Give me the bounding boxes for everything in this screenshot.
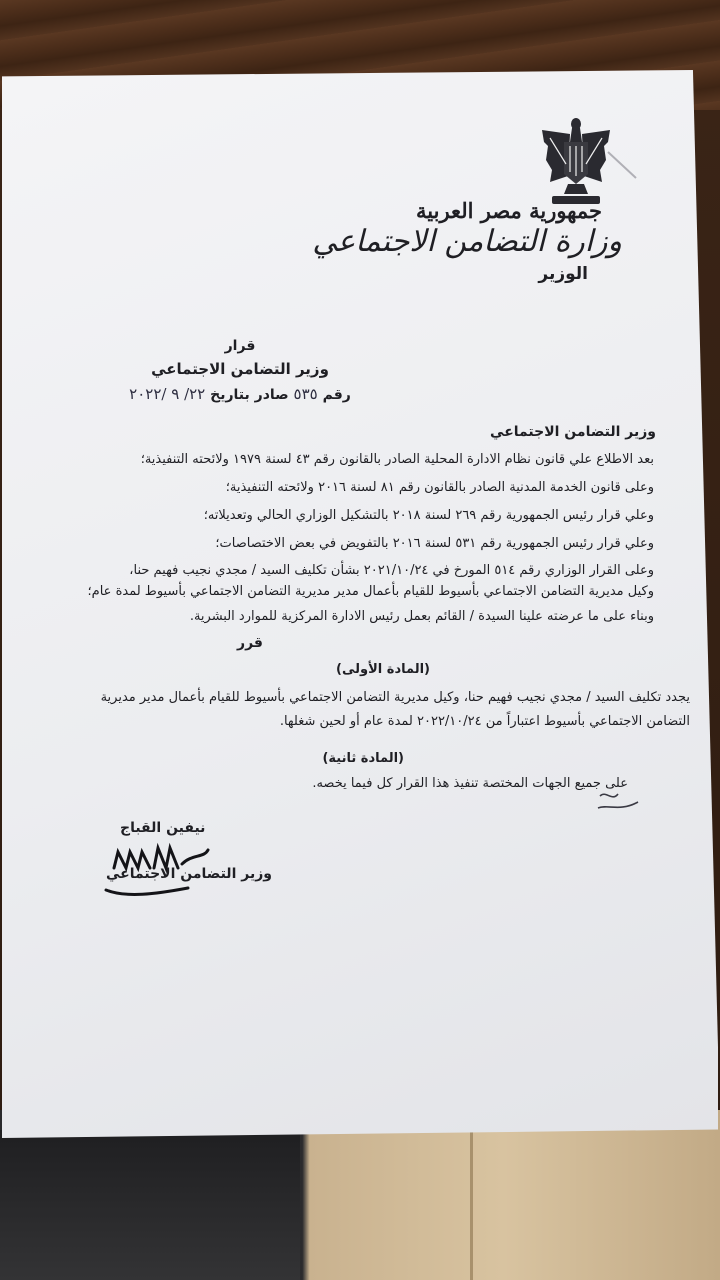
decision-number-line	[0, 385, 480, 403]
preamble-line: وعلى قانون الخدمة المدنية الصادر بالقانون رقم ٨١ لسنة ٢٠١٦ ولائحته التنفيذية؛	[225, 480, 654, 495]
preamble-line: وبناء على ما عرضته علينا السيدة / القائم بعمل رئيس الادارة المركزية للموارد البشرية.	[189, 609, 654, 624]
signatory-name: نيفين القباج	[120, 820, 206, 836]
article-1-title: (المادة الأولى)	[336, 662, 430, 677]
signatory-title: وزير التضامن الاجتماعي	[106, 866, 272, 882]
preamble-line: وعلي قرار رئيس الجمهورية رقم ٥٣١ لسنة ٢٠١٦ بالتفويض في بعض الاختصاصات؛	[215, 536, 654, 551]
article-2-text: على جميع الجهات المختصة تنفيذ هذا القرار كل فيما يخصه.	[312, 776, 628, 791]
article-1-text-continued: التضامن الاجتماعي بأسيوط اعتباراً من ٢٠٢٢/١٠/٢٤ لمدة عام أو لحين شغلها.	[279, 714, 690, 729]
preamble-line: وكيل مديرية التضامن الاجتماعي بأسيوط للقيام بأعمال مدير مديرية التضامن الاجتماعي بأسيوط لمدة عام؛	[87, 584, 654, 599]
preamble-line: وعلي قرار رئيس الجمهورية رقم ٢٦٩ لسنة ٢٠١٨ بالتشكيل الوزاري الحالي وتعديلاته؛	[203, 508, 654, 523]
article-2-title: (المادة ثانية)	[322, 751, 404, 766]
issued-date: ٢٢/ ٩ /٢٠٢٢	[129, 385, 206, 403]
preamble-line: بعد الاطلاع علي قانون نظام الادارة المحلية الصادر بالقانون رقم ٤٣ لسنة ١٩٧٩ ولائحته التنفيذية؛	[140, 452, 654, 467]
decide-heading: قرر	[237, 635, 263, 651]
issued-label: صادر بتاريخ	[210, 387, 289, 403]
preamble-heading: وزير التضامن الاجتماعي	[490, 424, 656, 440]
number-label: رقم	[322, 387, 351, 403]
handwritten-initial	[594, 788, 644, 816]
decision-number: ٥٣٥	[293, 385, 318, 403]
minister-title: وزير التضامن الاجتماعي	[151, 360, 329, 378]
preamble-line: وعلى القرار الوزاري رقم ٥١٤ المورخ في ٢٠٢١/١٠/٢٤ بشأن تكليف السيد / مجدي نجيب فهيم حنا،	[129, 563, 654, 578]
org-country-name: جمهورية مصر العربية	[416, 198, 602, 223]
article-1-text: يجدد تكليف السيد / مجدي نجيب فهيم حنا، وكيل مديرية التضامن الاجتماعي بأسيوط للقيام بأعمال مدير مديرية	[100, 690, 690, 705]
decision-title: قرار	[224, 338, 256, 354]
org-office-name: الوزير	[538, 264, 588, 284]
signature-mark	[96, 828, 246, 900]
org-ministry-name: وزارة التضامن الاجتماعي	[312, 224, 622, 259]
